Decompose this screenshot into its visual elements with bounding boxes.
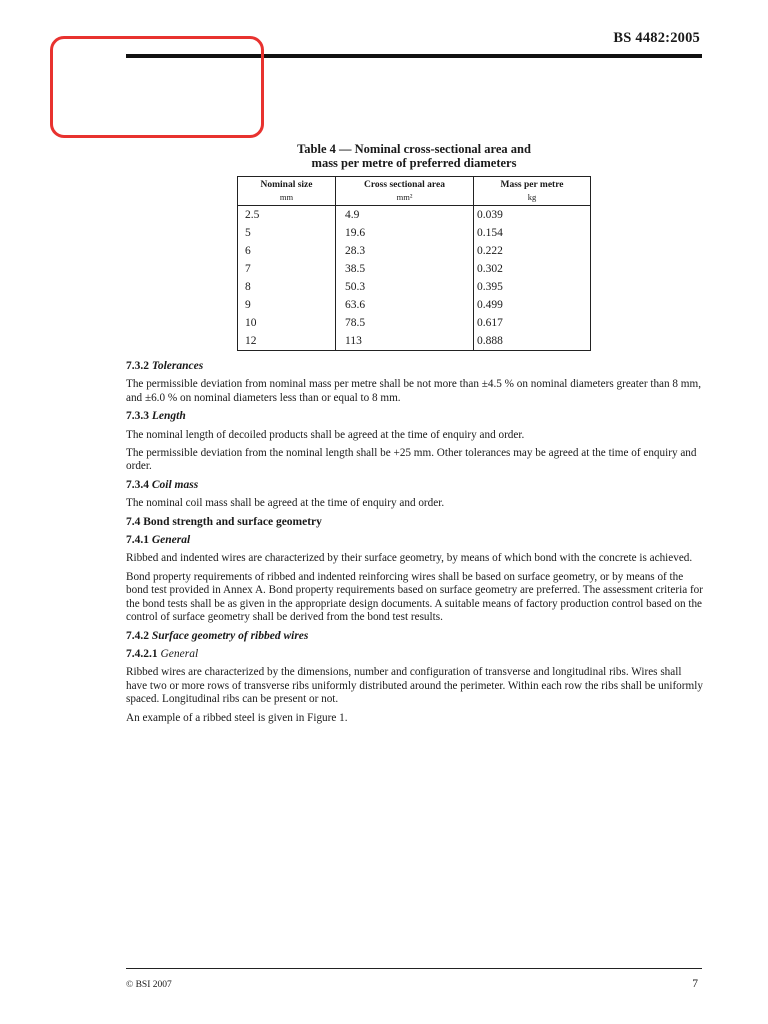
table-caption-line-1: Table 4 — Nominal cross-sectional area and — [297, 142, 531, 156]
table-row — [238, 332, 591, 351]
table-caption — [236, 142, 592, 170]
table-row — [238, 260, 591, 278]
section-title: Tolerances — [151, 360, 204, 372]
section-number: 7.3.2 — [126, 360, 149, 372]
table-row — [238, 314, 591, 332]
paragraph: The permissible deviation from the nominal length shall be +25 mm. Other tolerances may be agreed at the time of enquiry and order. — [126, 447, 697, 473]
section-title: Bond strength and surface geometry — [143, 515, 322, 528]
paragraph: Ribbed and indented wires are characterized by their surface geometry, by means of which bond with the concrete is achieved. — [126, 552, 693, 565]
col-header-mass-per-metre: Mass per metre — [474, 177, 591, 192]
cell-area: 50.3 — [336, 278, 474, 296]
paragraph: The permissible deviation from nominal mass per metre shall be not more than ±4.5 % on nominal diameters greater than 8 mm, and ±6.0 % on nominal diameters less than or equal to 8 mm. — [126, 378, 701, 404]
section-number: 7.3.3 — [126, 410, 149, 423]
cell-nominal-size: 5 — [245, 227, 251, 239]
section-number: 7.4 — [126, 515, 141, 528]
heading-7-4-2-1 — [126, 648, 704, 661]
heading-7-3-4 — [126, 479, 704, 492]
unit-mass-per-metre: kg — [474, 191, 591, 206]
section-title: General — [160, 647, 199, 660]
cell-nominal-size: 10 — [245, 317, 257, 329]
heading-7-3-3 — [126, 410, 704, 423]
cell-area: 28.3 — [336, 242, 474, 260]
table-row — [238, 242, 591, 260]
cell-mass: 0.499 — [474, 296, 591, 314]
cell-nominal-size: 7 — [245, 263, 251, 275]
section-title: Surface geometry of ribbed wires — [151, 629, 309, 642]
table-caption-line-2: mass per metre of preferred diameters — [311, 156, 517, 170]
table-unit-row — [238, 191, 591, 206]
heading-7-4-1 — [126, 534, 704, 547]
cell-nominal-size: 12 — [245, 335, 257, 347]
cell-area: 38.5 — [336, 260, 474, 278]
body-content — [126, 360, 704, 730]
document-code: BS 4482:2005 — [613, 30, 700, 46]
section-number: 7.4.2.1 — [126, 647, 158, 660]
page-number: 7 — [692, 978, 698, 990]
col-header-nominal-size: Nominal size — [260, 179, 313, 190]
copyright-notice: © BSI 2007 — [126, 980, 172, 990]
table-row — [238, 224, 591, 242]
cell-mass: 0.302 — [474, 260, 591, 278]
cell-mass: 0.154 — [474, 224, 591, 242]
table-row — [238, 206, 591, 225]
section-number: 7.4.2 — [126, 629, 149, 642]
table-row — [238, 278, 591, 296]
table-row — [238, 296, 591, 314]
cell-mass: 0.888 — [474, 332, 591, 351]
footer-rule — [126, 968, 702, 969]
section-number: 7.3.4 — [126, 478, 149, 491]
paragraph: An example of a ribbed steel is given in Figure 1. — [126, 711, 348, 724]
paragraph: Ribbed wires are characterized by the dimensions, number and configuration of transverse and longitudinal ribs. Wires shall have two or more rows of transverse ribs uniformly distributed around the perimeter. Within each row the ribs shall be uniformly spaced. Longitudinal ribs can be present or not. — [126, 666, 703, 706]
unit-nominal-size: mm — [238, 191, 336, 206]
cell-nominal-size: 8 — [245, 281, 251, 293]
cell-nominal-size: 6 — [245, 245, 251, 257]
section-title: Length — [151, 410, 186, 423]
unit-cross-sectional-area: mm² — [336, 191, 474, 206]
cell-mass: 0.039 — [474, 206, 591, 225]
cell-area: 19.6 — [336, 224, 474, 242]
heading-7-3-2 — [126, 360, 704, 373]
section-number: 7.4.1 — [126, 534, 149, 547]
cell-area: 63.6 — [336, 296, 474, 314]
paragraph: The nominal coil mass shall be agreed at the time of enquiry and order. — [126, 497, 445, 510]
annotation-highlight-box — [50, 36, 264, 138]
cell-area: 113 — [336, 332, 474, 351]
heading-7-4-2 — [126, 630, 704, 643]
cell-area: 4.9 — [336, 206, 474, 225]
section-title: Coil mass — [151, 478, 199, 491]
section-title: General — [151, 534, 191, 547]
cell-mass: 0.395 — [474, 278, 591, 296]
paragraph: The nominal length of decoiled products shall be agreed at the time of enquiry and order. — [126, 428, 525, 441]
cell-mass: 0.617 — [474, 314, 591, 332]
diameter-table — [237, 176, 591, 351]
col-header-cross-sectional-area: Cross sectional area — [336, 177, 474, 192]
cell-area: 78.5 — [336, 314, 474, 332]
cell-nominal-size: 2.5 — [245, 209, 260, 221]
cell-nominal-size: 9 — [245, 299, 251, 311]
cell-mass: 0.222 — [474, 242, 591, 260]
heading-7-4 — [126, 516, 704, 529]
table-header-row — [238, 177, 591, 192]
paragraph: Bond property requirements of ribbed and indented reinforcing wires shall be based on surface geometry, or by means of the bond test provided in Annex A. Bond property requirements based on surface geometry are preferred. The assessment criteria for the bond tests shall be as given in the appropriate design documents. A suitable means of factory production control based on the control of surface geometry shall be derived from the bond test results. — [126, 570, 704, 624]
